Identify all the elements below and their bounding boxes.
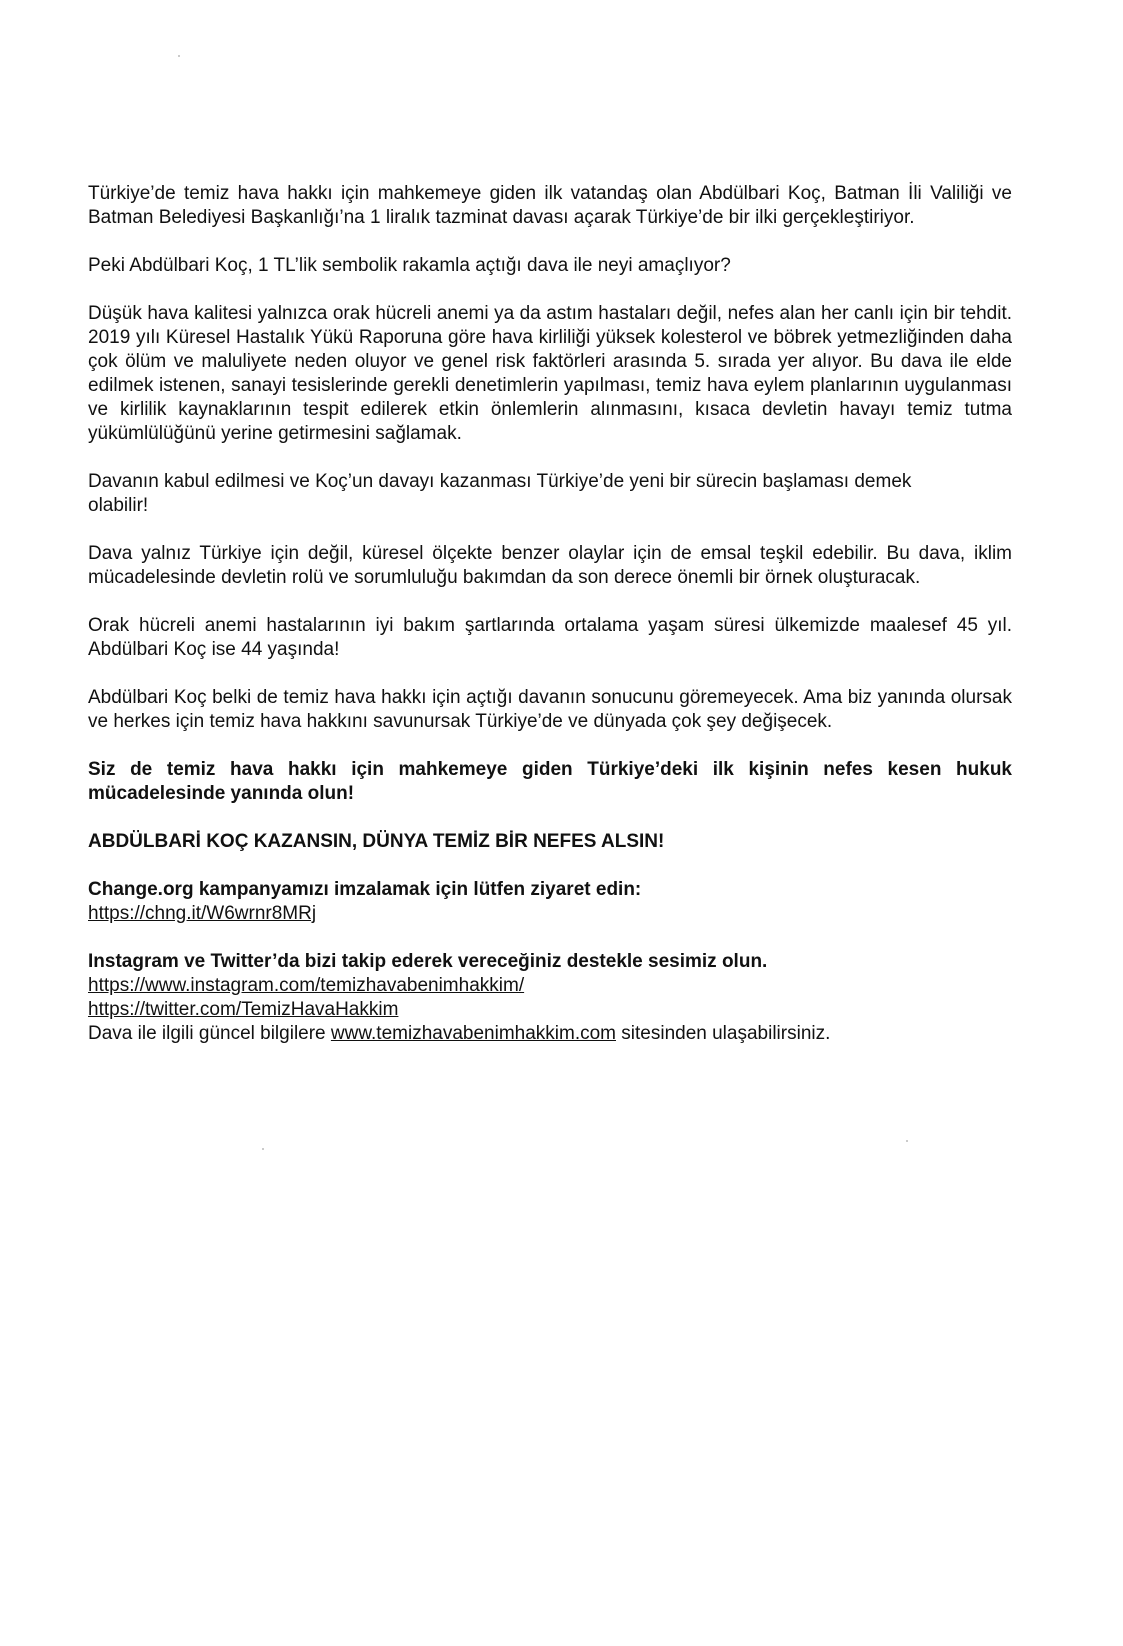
paragraph-air-quality: Düşük hava kalitesi yalnızca orak hücreli anemi ya da astım hastaları değil, nefes alan her canlı için bir tehdit. 2019 yılı Küresel Hastalık Yükü Raporuna göre hava kirliliği yüksek kolesterol ve böbrek yetmezliğinden daha çok ölüm ve maluliyete neden oluyor ve genel risk faktörleri arasında 5. sırada yer alıyor. Bu dava ile elde edilmek istenen, sanayi tesislerinde gerekli denetimlerin yapılması, temiz hava eylem planlarının uygulanması ve kirlilik kaynaklarının tespit edilerek etkin önlemlerin alınmasını, kısaca devletin havayı temiz tutma yükümlülüğünü yerine getirmesini sağlamak.: [88, 303, 1012, 444]
website-link[interactable]: www.temizhavabenimhakkim.com: [330, 1023, 616, 1044]
slogan: ABDÜLBARİ KOÇ KAZANSIN, DÜNYA TEMİZ BİR NEFES ALSIN!: [88, 831, 665, 852]
paragraph-life-expectancy: Orak hücreli anemi hastalarının iyi bakım şartlarında ortalama yaşam süresi ülkemizde maalesef 45 yıl. Abdülbari Koç ise 44 yaşında!: [88, 615, 1012, 660]
change-org-heading: Change.org kampanyamızı imzalamak için lütfen ziyaret edin:: [88, 879, 642, 900]
change-org-link[interactable]: https://chng.it/W6wrnr8MRj: [88, 903, 317, 924]
paragraph-new-process: Davanın kabul edilmesi ve Koç’un davayı kazanması Türkiye’de yeni bir sürecin başlaması demek olabilir!: [88, 471, 912, 516]
document-body: [88, 182, 1012, 1046]
twitter-link[interactable]: https://twitter.com/TemizHavaHakkim: [88, 999, 399, 1020]
scan-speck: [906, 1140, 908, 1142]
scan-speck: [178, 55, 180, 57]
instagram-link[interactable]: https://www.instagram.com/temizhavabenimhakkim/: [88, 975, 525, 996]
website-suffix: sitesinden ulaşabilirsiniz.: [616, 1023, 831, 1044]
paragraph-question: Peki Abdülbari Koç, 1 TL’lik sembolik rakamla açtığı dava ile neyi amaçlıyor?: [88, 255, 731, 276]
paragraph-support: Abdülbari Koç belki de temiz hava hakkı için açtığı davanın sonucunu göremeyecek. Ama biz yanında olursak ve herkes için temiz hava hakkını savunursak Türkiye’de ve dünyada çok şey değişecek.: [88, 687, 1012, 732]
paragraph-intro: Türkiye’de temiz hava hakkı için mahkemeye giden ilk vatandaş olan Abdülbari Koç, Batman İli Valiliği ve Batman Belediyesi Başkanlığı’na 1 liralık tazminat davası açarak Türkiye’de bir ilki gerçekleştiriyor.: [88, 183, 1012, 228]
change-org-section: [88, 878, 1012, 926]
website-prefix: Dava ile ilgili güncel bilgilere: [88, 1023, 331, 1044]
scan-speck: [262, 1148, 264, 1150]
website-line: [88, 1022, 1012, 1046]
call-to-action: Siz de temiz hava hakkı için mahkemeye giden Türkiye’deki ilk kişinin nefes kesen hukuk mücadelesinde yanında olun!: [88, 759, 1012, 804]
social-heading: Instagram ve Twitter’da bizi takip ederek vereceğiniz destekle sesimiz olun.: [88, 951, 768, 972]
paragraph-precedent: Dava yalnız Türkiye için değil, küresel ölçekte benzer olaylar için de emsal teşkil edebilir. Bu dava, iklim mücadelesinde devletin rolü ve sorumluluğu bakımdan da son derece önemli bir örnek oluşturacak.: [88, 543, 1012, 588]
social-section: [88, 950, 1012, 1046]
